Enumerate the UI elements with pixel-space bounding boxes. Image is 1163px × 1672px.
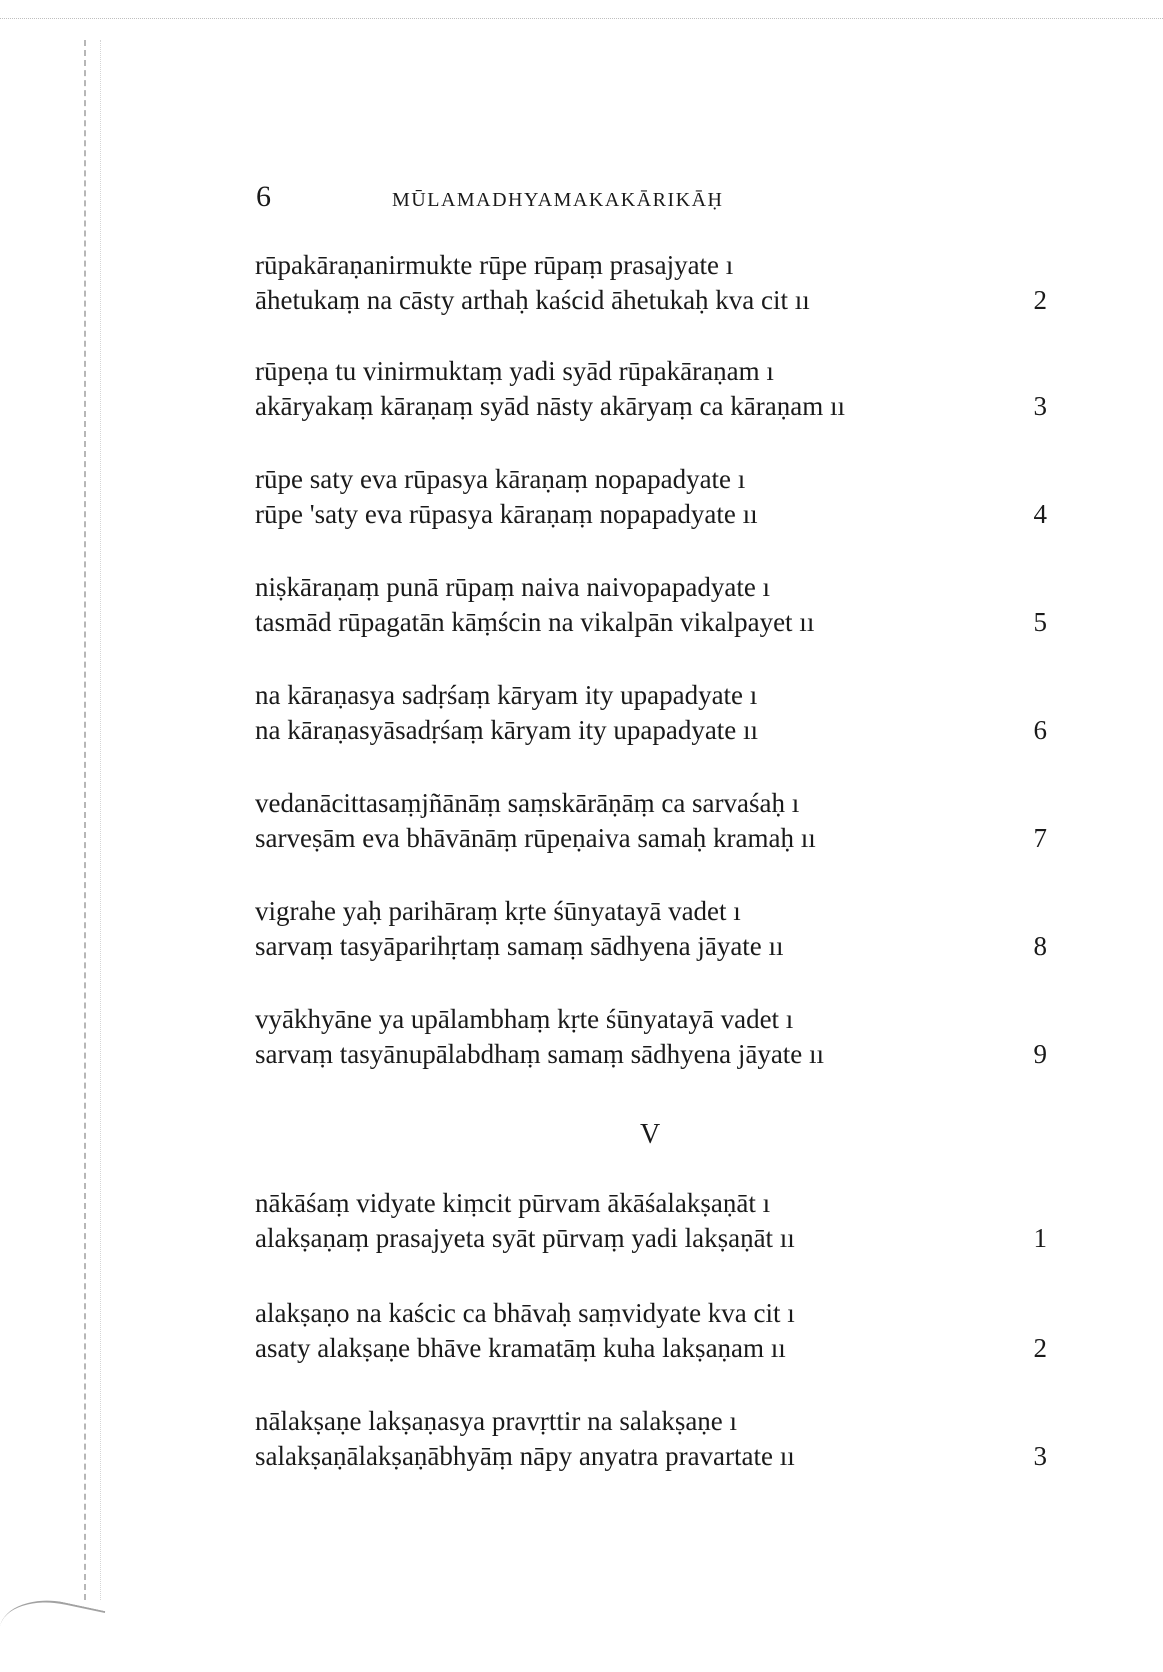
verse-ch4-4	[255, 462, 1055, 532]
verse-line: vedanācittasaṃjñānāṃ saṃskārāṇāṃ ca sarvaśaḥ ı	[255, 788, 800, 818]
verse-line: salakṣaṇālakṣaṇābhyāṃ nāpy anyatra pravartate ıı	[255, 1441, 795, 1471]
verse-ch4-7	[255, 786, 1055, 856]
verse-number: 3	[1033, 391, 1047, 421]
verse-ch4-5	[255, 570, 1055, 640]
verse-number: 9	[1033, 1039, 1047, 1069]
verse-line: rūpeṇa tu vinirmuktaṃ yadi syād rūpakāraṇam ı	[255, 356, 774, 386]
verse-line: tasmād rūpagatān kāṃścin na vikalpān vikalpayet ıı	[255, 607, 815, 637]
scan-top-edge	[0, 18, 1163, 23]
verse-line: rūpe saty eva rūpasya kāraṇaṃ nopapadyate ı	[255, 464, 746, 494]
verse-line: rūpe 'saty eva rūpasya kāraṇaṃ nopapadyate ıı	[255, 499, 758, 529]
verse-number: 5	[1033, 607, 1047, 637]
verse-number: 4	[1033, 499, 1047, 529]
verse-ch4-6	[255, 678, 1055, 748]
verse-number: 7	[1033, 823, 1047, 853]
verse-line: na kāraṇasyāsadṛśaṃ kāryam ity upapadyate ıı	[255, 715, 759, 745]
verse-ch4-3	[255, 354, 1055, 424]
chapter-heading: V	[640, 1119, 661, 1150]
verse-line: sarvaṃ tasyānupālabdhaṃ samaṃ sādhyena jāyate ıı	[255, 1039, 825, 1069]
verse-line: sarveṣām eva bhāvānāṃ rūpeṇaiva samaḥ kramaḥ ıı	[255, 823, 816, 853]
verse-ch4-8	[255, 894, 1055, 964]
verse-number: 6	[1033, 715, 1047, 745]
verse-line: nālakṣaṇe lakṣaṇasya pravṛttir na salakṣaṇe ı	[255, 1406, 738, 1436]
verse-line: alakṣaṇo na kaścic ca bhāvaḥ saṃvidyate kva cit ı	[255, 1298, 795, 1328]
verse-line: rūpakāraṇanirmukte rūpe rūpaṃ prasajyate ı	[255, 250, 734, 280]
verse-line: vyākhyāne ya upālambhaṃ kṛte śūnyatayā vadet ı	[255, 1004, 794, 1034]
verse-line: na kāraṇasya sadṛśaṃ kāryam ity upapadyate ı	[255, 680, 758, 710]
verse-number: 8	[1033, 931, 1047, 961]
verse-number: 2	[1033, 285, 1047, 315]
scan-binding-edge	[84, 40, 101, 1600]
scan-corner-curl	[0, 1590, 105, 1671]
verse-line: āhetukaṃ na cāsty arthaḥ kaścid āhetukaḥ kva cit ıı	[255, 285, 810, 315]
verse-line: niṣkāraṇaṃ punā rūpaṃ naiva naivopapadyate ı	[255, 572, 771, 602]
verse-ch5-1	[255, 1186, 1055, 1256]
verse-ch5-2	[255, 1296, 1055, 1366]
verse-line: asaty alakṣaṇe bhāve kramatāṃ kuha lakṣaṇam ıı	[255, 1333, 786, 1363]
verse-ch5-3	[255, 1404, 1055, 1474]
page-header	[256, 180, 1056, 214]
verse-line: alakṣaṇaṃ prasajyeta syāt pūrvaṃ yadi lakṣaṇāt ıı	[255, 1223, 795, 1253]
verse-ch4-9	[255, 1002, 1055, 1072]
verse-line: nākāśaṃ vidyate kiṃcit pūrvam ākāśalakṣaṇāt ı	[255, 1188, 771, 1218]
verse-line: sarvaṃ tasyāparihṛtaṃ samaṃ sādhyena jāyate ıı	[255, 931, 784, 961]
running-title: MŪLAMADHYAMAKAKĀRIKĀḤ	[392, 189, 724, 211]
verse-number: 3	[1033, 1441, 1047, 1471]
verse-line: vigrahe yaḥ parihāraṃ kṛte śūnyatayā vadet ı	[255, 896, 741, 926]
verse-line: akāryakaṃ kāraṇaṃ syād nāsty akāryaṃ ca kāraṇam ıı	[255, 391, 845, 421]
verse-number: 1	[1033, 1223, 1047, 1253]
page-number: 6	[256, 180, 271, 213]
verse-ch4-2	[255, 248, 1055, 318]
verse-number: 2	[1033, 1333, 1047, 1363]
